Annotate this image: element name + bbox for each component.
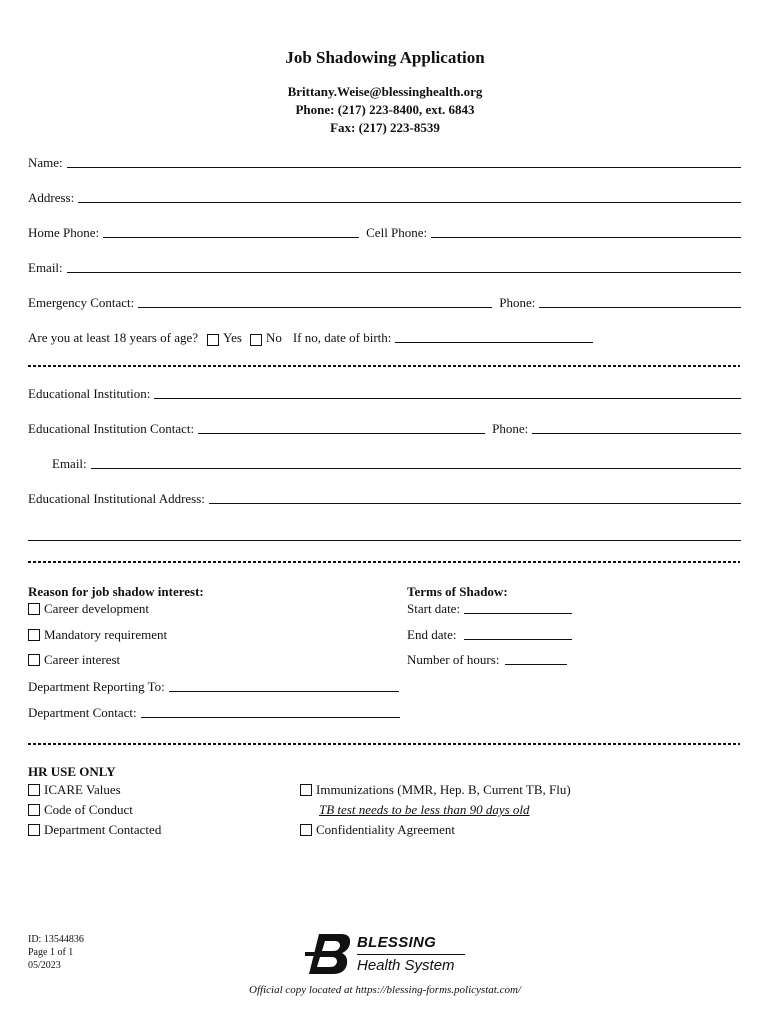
- hr-item-label: Code of Conduct: [44, 802, 133, 817]
- terms-heading: Terms of Shadow:: [407, 584, 508, 599]
- hours-row: [407, 652, 567, 668]
- reason-option-career-interest[interactable]: [28, 652, 120, 668]
- hr-confidentiality-item[interactable]: [300, 822, 455, 838]
- home-phone-field[interactable]: [103, 236, 359, 238]
- contact-email: Brittany.Weise@blessinghealth.org: [287, 84, 483, 99]
- email-row: [28, 260, 741, 276]
- address-label: Address:: [28, 190, 75, 205]
- institution-address-label: Educational Institutional Address:: [28, 491, 205, 506]
- department-contact-label: Department Contact:: [28, 705, 137, 720]
- checkbox[interactable]: [300, 784, 312, 796]
- tb-note: TB test needs to be less than 90 days old: [319, 802, 530, 817]
- hr-heading: HR USE ONLY: [28, 764, 116, 779]
- name-field[interactable]: [67, 166, 741, 168]
- document-id: ID: 13544836: [28, 934, 84, 945]
- hr-item-label: Confidentiality Agreement: [316, 822, 455, 837]
- blessing-logo: [305, 932, 475, 980]
- department-contact-row: [28, 705, 400, 721]
- page-number: Page 1 of 1: [28, 947, 74, 958]
- hr-icare-item[interactable]: [28, 782, 121, 798]
- emergency-phone-field[interactable]: [539, 306, 741, 308]
- institution-email-field[interactable]: [91, 467, 741, 469]
- address-row: [28, 190, 741, 206]
- institution-email-row: [52, 456, 741, 472]
- start-date-field[interactable]: [464, 612, 572, 614]
- emergency-contact-field[interactable]: [138, 306, 492, 308]
- name-row: [28, 155, 741, 171]
- logo-divider: [357, 954, 465, 955]
- logo-word-health-system: Health System: [357, 957, 455, 974]
- cell-phone-field[interactable]: [431, 236, 741, 238]
- start-date-label: Start date:: [407, 601, 461, 616]
- checkbox[interactable]: [28, 603, 40, 615]
- department-reporting-label: Department Reporting To:: [28, 679, 165, 694]
- institution-row: [28, 386, 741, 402]
- start-date-row: [407, 601, 572, 617]
- hr-department-contacted-item[interactable]: [28, 822, 161, 838]
- checkbox[interactable]: [28, 784, 40, 796]
- official-copy-note: Official copy located at https://blessing-forms.policystat.com/: [249, 984, 521, 996]
- emergency-phone-label: Phone:: [499, 295, 536, 310]
- institution-contact-label: Educational Institution Contact:: [28, 421, 195, 436]
- hours-label: Number of hours:: [407, 652, 500, 667]
- contact-fax: Fax: (217) 223-8539: [330, 120, 440, 135]
- email-field[interactable]: [67, 271, 741, 273]
- end-date-label: End date:: [407, 627, 457, 642]
- contact-phone: Phone: (217) 223-8400, ext. 6843: [295, 102, 475, 117]
- form-title: Job Shadowing Application: [285, 48, 485, 67]
- age-yes-label: Yes: [223, 330, 242, 345]
- institution-contact-field[interactable]: [198, 432, 485, 434]
- hr-item-label: ICARE Values: [44, 782, 121, 797]
- hr-code-of-conduct-item[interactable]: [28, 802, 133, 818]
- dob-label: If no, date of birth:: [292, 330, 392, 345]
- reason-option-label: Career interest: [44, 652, 121, 667]
- hr-item-label: Department Contacted: [44, 822, 162, 837]
- checkbox[interactable]: [28, 654, 40, 666]
- dob-field[interactable]: [395, 341, 593, 343]
- blessing-b-icon: [305, 932, 353, 976]
- age-row: [28, 330, 593, 346]
- age-yes-checkbox[interactable]: [207, 334, 219, 346]
- section-divider: [28, 561, 740, 563]
- section-divider: [28, 743, 740, 745]
- section-divider: [28, 365, 740, 367]
- end-date-field[interactable]: [464, 638, 572, 640]
- cell-phone-label: Cell Phone:: [366, 225, 428, 240]
- institution-address-line-2[interactable]: [28, 540, 741, 541]
- reason-option-label: Career development: [44, 601, 150, 616]
- institution-field[interactable]: [154, 397, 741, 399]
- department-contact-field[interactable]: [141, 716, 400, 718]
- hr-item-label: Immunizations (MMR, Hep. B, Current TB, Flu): [316, 782, 571, 797]
- institution-email-label: Email:: [52, 456, 87, 471]
- address-field[interactable]: [78, 201, 741, 203]
- emergency-contact-label: Emergency Contact:: [28, 295, 135, 310]
- checkbox[interactable]: [28, 804, 40, 816]
- department-reporting-field[interactable]: [169, 690, 399, 692]
- age-no-checkbox[interactable]: [250, 334, 262, 346]
- footer-meta: [28, 933, 84, 972]
- department-reporting-row: [28, 679, 399, 695]
- hours-field[interactable]: [505, 663, 567, 665]
- institution-phone-field[interactable]: [532, 432, 741, 434]
- checkbox[interactable]: [300, 824, 312, 836]
- emergency-row: [28, 295, 741, 311]
- institution-label: Educational Institution:: [28, 386, 151, 401]
- phones-row: [28, 225, 741, 241]
- reason-heading: Reason for job shadow interest:: [28, 584, 204, 599]
- home-phone-label: Home Phone:: [28, 225, 100, 240]
- logo-word-blessing: BLESSING: [357, 934, 437, 951]
- reason-option-career-development[interactable]: [28, 601, 149, 617]
- reason-option-label: Mandatory requirement: [44, 627, 168, 642]
- checkbox[interactable]: [28, 629, 40, 641]
- end-date-row: [407, 627, 572, 643]
- age-question: Are you at least 18 years of age?: [28, 330, 199, 345]
- document-date: 05/2023: [28, 960, 61, 971]
- checkbox[interactable]: [28, 824, 40, 836]
- institution-address-field[interactable]: [209, 502, 741, 504]
- institution-phone-label: Phone:: [492, 421, 529, 436]
- hr-immunizations-item[interactable]: [300, 782, 571, 798]
- name-label: Name:: [28, 155, 63, 170]
- reason-option-mandatory[interactable]: [28, 627, 167, 643]
- institution-contact-row: [28, 421, 741, 437]
- email-label: Email:: [28, 260, 63, 275]
- institution-address-row: [28, 491, 741, 507]
- age-no-label: No: [265, 330, 282, 345]
